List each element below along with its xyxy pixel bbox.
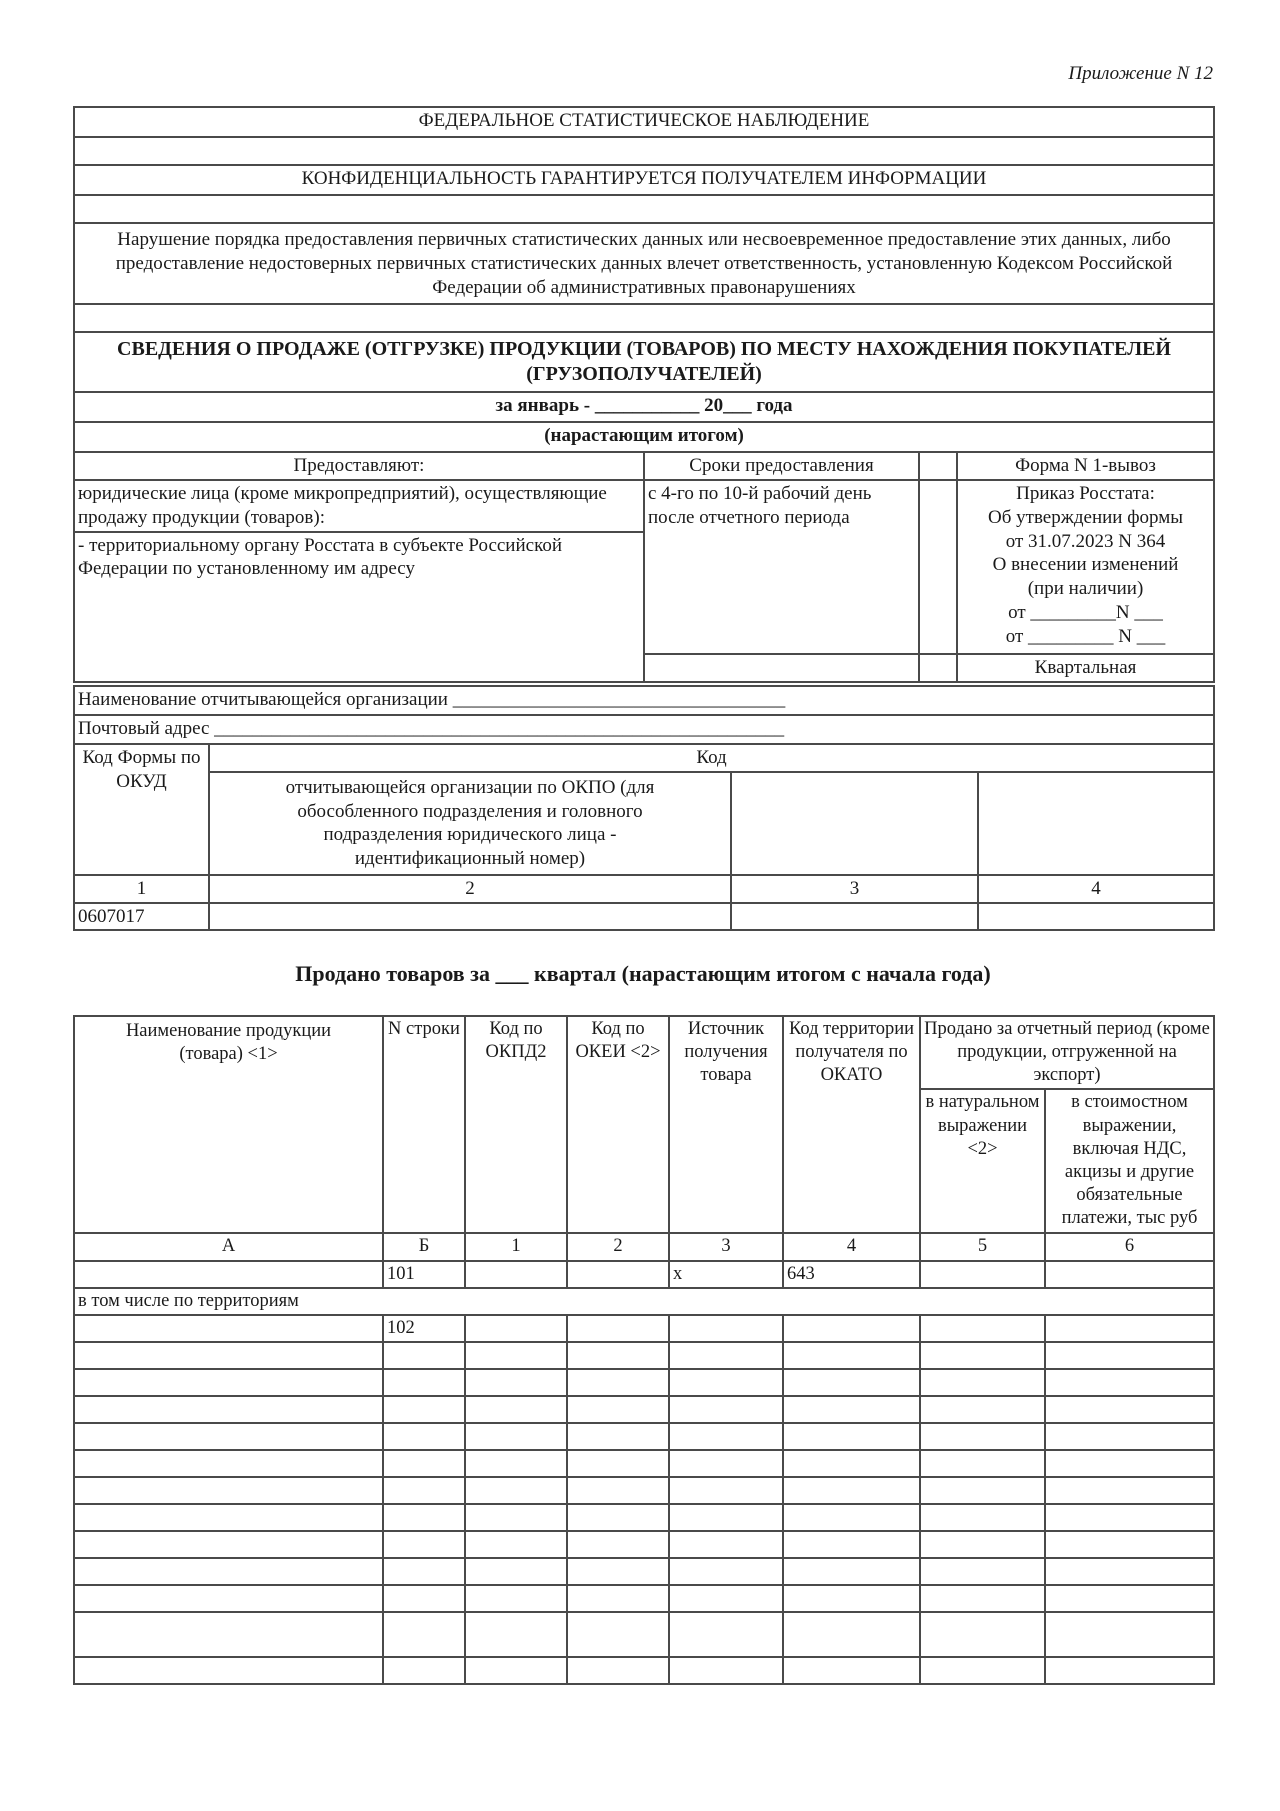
empty-cell[interactable] [383,1342,465,1369]
deadline-text: с 4-го по 10-й рабочий день после отчетного периода [644,480,919,654]
page-cut [73,1752,1213,1760]
col-id: 4 [783,1233,920,1260]
empty-cell[interactable] [669,1585,783,1612]
okpo-value-field[interactable] [209,903,731,931]
okpd2-field[interactable] [465,1315,567,1342]
header-product-name: Наименование продукции (товара) <1> [74,1016,383,1233]
empty-cell[interactable] [783,1612,920,1657]
empty-cell[interactable] [74,1369,383,1396]
empty-cell[interactable] [567,1657,669,1684]
order-line: Об утверждении формы [988,506,1184,528]
empty-cell[interactable] [567,1612,669,1657]
empty-cell[interactable] [1045,1369,1214,1396]
empty-cell[interactable] [465,1504,567,1531]
empty-cell [644,654,919,682]
col-id: А [74,1233,383,1260]
empty-cell[interactable] [783,1558,920,1585]
okud-header: Код Формы по ОКУД [74,744,209,875]
col-id: Б [383,1233,465,1260]
okato-field[interactable] [783,1315,920,1342]
empty-cell[interactable] [783,1423,920,1450]
code-header: Код [209,744,1214,772]
empty-cell [919,452,957,480]
empty-cell[interactable] [669,1369,783,1396]
empty-cell[interactable] [1045,1450,1214,1477]
spacer-row [74,195,1214,223]
empty-cell[interactable] [465,1450,567,1477]
empty-cell[interactable] [465,1585,567,1612]
empty-cell[interactable] [465,1657,567,1684]
order-line: от _________N ___ [1008,601,1163,623]
product-name-field[interactable] [74,1261,383,1288]
empty-cell[interactable] [920,1342,1045,1369]
codes-table [73,685,1215,931]
frequency: Квартальная [957,654,1214,682]
product-name-field[interactable] [74,1315,383,1342]
header-source: Источник получения товара [669,1016,783,1233]
empty-cell[interactable] [669,1477,783,1504]
report-period: за январь - ___________ 20___ года [74,392,1214,422]
natural-field[interactable] [920,1261,1045,1288]
empty-cell[interactable] [383,1504,465,1531]
col-id: 1 [465,1233,567,1260]
header-okei: Код по ОКЕИ <2> [567,1016,669,1233]
empty-cell[interactable] [383,1396,465,1423]
empty-cell[interactable] [920,1423,1045,1450]
empty-cell[interactable] [465,1477,567,1504]
empty-cell[interactable] [669,1657,783,1684]
empty-cell[interactable] [383,1423,465,1450]
empty-cell[interactable] [74,1585,383,1612]
empty-cell[interactable] [1045,1531,1214,1558]
empty-cell[interactable] [567,1585,669,1612]
empty-cell[interactable] [567,1477,669,1504]
submitter-legal-entities: юридические лица (кроме микропредприятий), осуществляющие продажу продукции (товаров): [74,480,644,532]
cumulative-note: (нарастающим итогом) [74,422,1214,452]
empty-cell[interactable] [669,1396,783,1423]
okpo-header: отчитывающейся организации по ОКПО (для обособленного подразделения и головного подразделения юридического лица - идентификационный номер) [209,772,731,875]
empty-cell[interactable] [567,1558,669,1585]
empty-cell[interactable] [1045,1558,1214,1585]
confidential-notice: КОНФИДЕНЦИАЛЬНОСТЬ ГАРАНТИРУЕТСЯ ПОЛУЧАТЕЛЕМ ИНФОРМАЦИИ [74,165,1214,195]
empty-cell[interactable] [920,1504,1045,1531]
empty-cell[interactable] [669,1612,783,1657]
empty-cell[interactable] [74,1558,383,1585]
empty-cell[interactable] [74,1396,383,1423]
form-title: СВЕДЕНИЯ О ПРОДАЖЕ (ОТГРУЗКЕ) ПРОДУКЦИИ (ТОВАРОВ) ПО МЕСТУ НАХОЖДЕНИЯ ПОКУПАТЕЛЕЙ (ГРУЗОПОЛУЧАТЕЛЕЙ) [74,332,1214,392]
header-okpd2: Код по ОКПД2 [465,1016,567,1233]
empty-cell[interactable] [74,1423,383,1450]
org-name-field[interactable]: Наименование отчитывающейся организации ___________________________________ [74,686,1214,715]
empty-cell[interactable] [920,1369,1045,1396]
empty-cell[interactable] [567,1342,669,1369]
empty-cell[interactable] [567,1504,669,1531]
empty-cell[interactable] [74,1657,383,1684]
empty-cell[interactable] [920,1558,1045,1585]
empty-cell[interactable] [1045,1342,1214,1369]
empty-cell[interactable] [669,1423,783,1450]
goods-table [73,1015,1215,1685]
empty-cell[interactable] [920,1657,1045,1684]
submitter-recipient: - территориальному органу Росстата в субъекте Российской Федерации по установленному им адресу [74,532,644,682]
col-id: 6 [1045,1233,1214,1260]
empty-cell[interactable] [383,1369,465,1396]
territories-label: в том числе по территориям [74,1288,1214,1315]
okpd2-field[interactable] [465,1261,567,1288]
empty-cell[interactable] [920,1477,1045,1504]
empty-cell[interactable] [1045,1396,1214,1423]
empty-cell[interactable] [465,1423,567,1450]
empty-cell[interactable] [669,1450,783,1477]
col-num: 3 [731,875,978,903]
empty-cell[interactable] [669,1342,783,1369]
header-line-number: N строки [383,1016,465,1233]
empty-cell[interactable] [783,1450,920,1477]
header-okato: Код территории получателя по ОКАТО [783,1016,920,1233]
empty-cell [919,654,957,682]
empty-cell[interactable] [1045,1657,1214,1684]
empty-cell[interactable] [783,1477,920,1504]
line-number: 101 [383,1261,465,1288]
empty-cell[interactable] [74,1612,383,1657]
empty-cell[interactable] [383,1558,465,1585]
rosstat-order [957,480,1214,654]
okei-field[interactable] [567,1261,669,1288]
order-line: О внесении изменений [992,554,1179,576]
empty-cell[interactable] [783,1585,920,1612]
empty-cell[interactable] [669,1558,783,1585]
col-id: 5 [920,1233,1045,1260]
order-line: от 31.07.2023 N 364 [1005,530,1166,552]
postal-address-field[interactable]: Почтовый адрес ____________________________________________________________ [74,715,1214,744]
empty-cell[interactable] [783,1396,920,1423]
empty-cell[interactable] [567,1396,669,1423]
empty-cell[interactable] [1045,1585,1214,1612]
empty-cell[interactable] [74,1477,383,1504]
empty-cell[interactable] [74,1342,383,1369]
empty-cell[interactable] [74,1504,383,1531]
code-field-3[interactable] [731,903,978,931]
empty-cell[interactable] [383,1477,465,1504]
value-field[interactable] [1045,1261,1214,1288]
col-id: 3 [669,1233,783,1260]
col-num: 4 [978,875,1214,903]
header-value: в стоимостном выражении, включая НДС, акцизы и другие обязательные платежи, тыс руб [1045,1089,1214,1233]
empty-cell[interactable] [1045,1423,1214,1450]
empty-cell[interactable] [783,1531,920,1558]
code-field-4[interactable] [978,903,1214,931]
line-number: 102 [383,1315,465,1342]
empty-cell[interactable] [1045,1612,1214,1657]
empty-cell[interactable] [920,1396,1045,1423]
empty-cell[interactable] [783,1342,920,1369]
empty-cell [919,480,957,654]
empty-cell[interactable] [669,1504,783,1531]
empty-cell [731,772,978,875]
col-num: 1 [74,875,209,903]
empty-cell[interactable] [669,1531,783,1558]
empty-cell[interactable] [1045,1504,1214,1531]
source-field[interactable] [669,1315,783,1342]
okei-field[interactable] [567,1315,669,1342]
violation-warning: Нарушение порядка предоставления первичных статистических данных или несвоевременное предоставление этих данных, либо предоставление недостоверных первичных статистических данных влечет ответственность, установленную Кодексом Российской Федерации об административных правонарушениях [74,223,1214,304]
order-line: от _________ N ___ [1005,625,1166,647]
empty-cell[interactable] [383,1531,465,1558]
source-value: x [669,1261,783,1288]
empty-cell[interactable] [567,1450,669,1477]
header-frame [73,106,1215,683]
empty-cell[interactable] [465,1369,567,1396]
empty-cell[interactable] [465,1342,567,1369]
submitters-header: Предоставляют: [74,452,644,480]
empty-cell[interactable] [783,1504,920,1531]
empty-cell[interactable] [465,1558,567,1585]
empty-cell[interactable] [567,1531,669,1558]
empty-cell[interactable] [383,1657,465,1684]
natural-field[interactable] [920,1315,1045,1342]
deadlines-header: Сроки предоставления [644,452,919,480]
empty-cell[interactable] [920,1612,1045,1657]
appendix-label: Приложение N 12 [1068,63,1213,84]
spacer-row [74,137,1214,165]
empty-cell[interactable] [465,1396,567,1423]
empty-cell[interactable] [383,1585,465,1612]
order-line: Приказ Росстата: [1016,483,1155,504]
empty-cell[interactable] [383,1450,465,1477]
empty-cell[interactable] [567,1369,669,1396]
spacer-row [74,304,1214,332]
form-number: Форма N 1-вывоз [957,452,1214,480]
federal-observation: ФЕДЕРАЛЬНОЕ СТАТИСТИЧЕСКОЕ НАБЛЮДЕНИЕ [74,107,1214,137]
okud-value: 0607017 [74,903,209,931]
empty-cell[interactable] [783,1657,920,1684]
section-title: Продано товаров за ___ квартал (нарастающим итогом с начала года) [295,961,991,986]
col-num: 2 [209,875,731,903]
empty-cell[interactable] [1045,1477,1214,1504]
empty-cell[interactable] [74,1531,383,1558]
okato-value: 643 [783,1261,920,1288]
empty-cell[interactable] [383,1612,465,1657]
col-id: 2 [567,1233,669,1260]
empty-cell [978,772,1214,875]
empty-cell[interactable] [783,1369,920,1396]
header-sold: Продано за отчетный период (кроме продукции, отгруженной на экспорт) [920,1016,1214,1089]
header-natural: в натуральном выражении <2> [920,1089,1045,1233]
empty-cell[interactable] [465,1531,567,1558]
order-line: (при наличии) [1027,578,1144,599]
empty-cell[interactable] [920,1531,1045,1558]
empty-cell[interactable] [74,1450,383,1477]
empty-cell[interactable] [465,1612,567,1657]
empty-cell[interactable] [920,1450,1045,1477]
value-field[interactable] [1045,1315,1214,1342]
empty-cell[interactable] [920,1585,1045,1612]
empty-cell[interactable] [567,1423,669,1450]
